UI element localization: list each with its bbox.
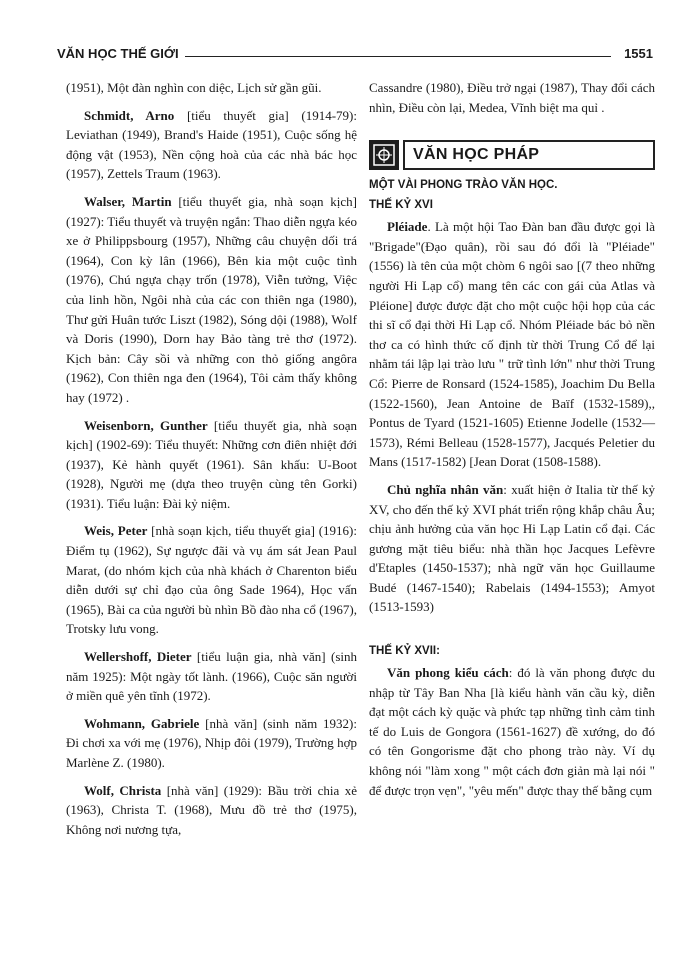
entry-wellershoff: [66, 647, 357, 706]
page-number: 1551: [624, 46, 653, 61]
entry-weisenborn: [66, 416, 357, 514]
subheading-movements: MỘT VÀI PHONG TRÀO VĂN HỌC.: [369, 179, 558, 192]
section-title: VĂN HỌC PHÁP: [403, 140, 655, 170]
left-intro-paragraph: (1951), Một đàn nghìn con diệc, Lịch sử gần gũi.: [66, 80, 322, 95]
spacer: [369, 625, 655, 643]
entry-text: [nhà soạn kịch, tiểu thuyết gia] (1916): Điểm tụ (1962), Sự ngược đãi và vụ ám sát Jean Paul Marat, (do nhóm kịch của nhà khách ở Charenton biểu diễn dưới sự chỉ đạo của ông Sade 1964), Học vấn (1965), Bài ca của người bù nhìn Bồ đào nha cổ (1967), Trotsky lưu vong.: [66, 523, 357, 637]
section-heading: [369, 139, 655, 171]
entry-schmidt: [66, 106, 357, 184]
entry-text: [nhà văn] (sinh năm 1932): Đi chơi xa với mẹ (1976), Nhịp đôi (1979), Trường hợp Marlène Z. (1980).: [66, 715, 357, 770]
entry-text: [nhà văn] (1929): Bầu trời chia xẻ (1963), Christa T. (1968), Mưu đồ trẻ thơ (1975), Không nơi nương tựa,: [66, 782, 357, 837]
entry-text: [tiểu luận gia, nhà văn] (sinh năm 1925): Một ngày tốt lành. (1966), Cuộc săn người ở miền quê yên tĩnh (1972).: [66, 649, 357, 704]
entry-wohmann: [66, 714, 357, 773]
term-text: . Là một hội Tao Đàn ban đầu được gọi là "Brigade"(Đạo quân), rồi sau đó đổi là "Pléiade" (1556) là tên của một chòm 6 ngôi sao [(7 theo những người Hi Lạp cổ) mang tên các con gái của Atlas và Pléione] được được đặt cho một cuộc hội họp của các thi sĩ cổ đại thời Hi Lạp cổ. Nhóm Pléiade bác bỏ nền thơ ca có hình thức cố định từ thời Trung Cổ để lại nhằm tái lập lại trào lưu " trữ tình lớn" như thời Trung Cổ: Pierre de Ronsard (1524-1585), Joachim Du Bella (1522-1560), Jean Antoine de Baïf (1532-1589),, Pontus de Tyard (1521-1605) Etienne Jodelle (1532—1573), Rémi Belleau (1528-1577), Jacqués Peletier du Mans (1517-1582) [Jean Dorat (1508-1588).: [369, 219, 655, 470]
entry-name: Walser, Martin: [84, 193, 172, 209]
paragraph-style: [369, 663, 655, 800]
entry-name: Wohmann, Gabriele: [84, 715, 200, 731]
term-name: Pléiade: [387, 219, 428, 235]
right-column: [369, 78, 655, 808]
left-column: [66, 78, 357, 847]
entry-text: [tiểu thuyết gia] (1914-79): Leviathan (1949), Brand's Haide (1951), Cuộc sống hệ động vật (1953), Nền cộng hoà của các nhà bác học (1957), Zettels Traum (1963).: [66, 107, 357, 182]
running-header: [57, 46, 653, 64]
term-name: Chủ nghĩa nhân văn: [387, 481, 504, 497]
paragraph-humanism: [369, 480, 655, 617]
entry-name: Weisenborn, Gunther: [84, 417, 208, 433]
paragraph-pleiade: [369, 217, 655, 472]
entry-text: [tiểu thuyết gia, nhà soạn kịch] (1927): Tiểu thuyết và truyện ngắn: Thao diễn ngựa kéo xe ở Philippsbourg (1957), Những câu chuyện dối trá (1964), Con kỳ lân (1966), Bên kia một cuộc tình (1976), Chú ngựa chạy trốn (1978), Viễn tưởng, Việc của linh hồn, Ngôi nhà của các con thiên nga (1980), Thư gửi Huân tước Liszt (1982), Sóng dội (1988), Wolf và Doris (1990), Dorn hay Bảo tàng trẻ thơ (1972). Kịch bản: Cây sồi và những con thỏ giống angôra (1962), Con thiên nga đen (1964), Tôi cảm thấy không hay (1972) .: [66, 193, 357, 405]
entry-name: Weis, Peter: [84, 523, 148, 539]
subheading-century-17: THẾ KỶ XVII:: [369, 645, 440, 658]
ornament-icon: [369, 140, 399, 170]
header-rule: [185, 56, 611, 57]
term-text: : đó là văn phong được du nhập từ Tây Ban Nha [là kiểu hành văn cầu kỳ, diễn đạt một cách kỳ quặc và phức tạp những tình cảm tinh tế do Luis de Gongora (1561-1627) đề xướng, do đó có tên Gongorisme đặt cho phong trào này. Ví dụ không nói "làm xong " một cách đơn giản mà lại nói " để được trọn vẹn", "yêu mến" được thay thế bằng cụm: [369, 665, 655, 798]
term-text: : xuất hiện ở Italia từ thế kỷ XV, cho đến thế kỷ XVI phát triển rộng khắp châu Âu; chịu ảnh hưởng của văn học Hi Lạp Latin cổ đại. Các gương mặt tiêu biểu: nhà thần học Jacques Lefèvre d'Etaples (1450-1537); nhà ngữ văn học Guillaume Budé (1467-1540); Rabelais (1494-1553); Amyot (1513-1593): [369, 481, 656, 615]
right-intro-paragraph: Cassandre (1980), Điều trở ngại (1987), Thay đổi cách nhìn, Điều còn lại, Medea, Vĩnh biệt ma quỉ .: [369, 80, 655, 115]
term-name: Văn phong kiểu cách: [387, 665, 509, 681]
entry-text: [tiểu thuyết gia, nhà soạn kịch] (1902-69): Tiểu thuyết: Những cơn điên nhiệt đới (1937), Kẻ hành quyết (1961). Sân khấu: U-Boot (1928), Người mẹ (dựa theo truyện cùng tên Gorki) (1931). Tiểu luận: Đài kỷ niệm.: [66, 417, 357, 511]
entry-name: Wellershoff, Dieter: [84, 649, 192, 665]
entry-walser: [66, 192, 357, 408]
entry-name: Schmidt, Arno: [84, 107, 175, 123]
header-title: VĂN HỌC THẾ GIỚI: [57, 46, 179, 61]
entry-weis: [66, 521, 357, 639]
entry-name: Wolf, Christa: [84, 782, 162, 798]
subheading-century-16: THẾ KỶ XVI: [369, 199, 433, 212]
entry-wolf: [66, 781, 357, 840]
